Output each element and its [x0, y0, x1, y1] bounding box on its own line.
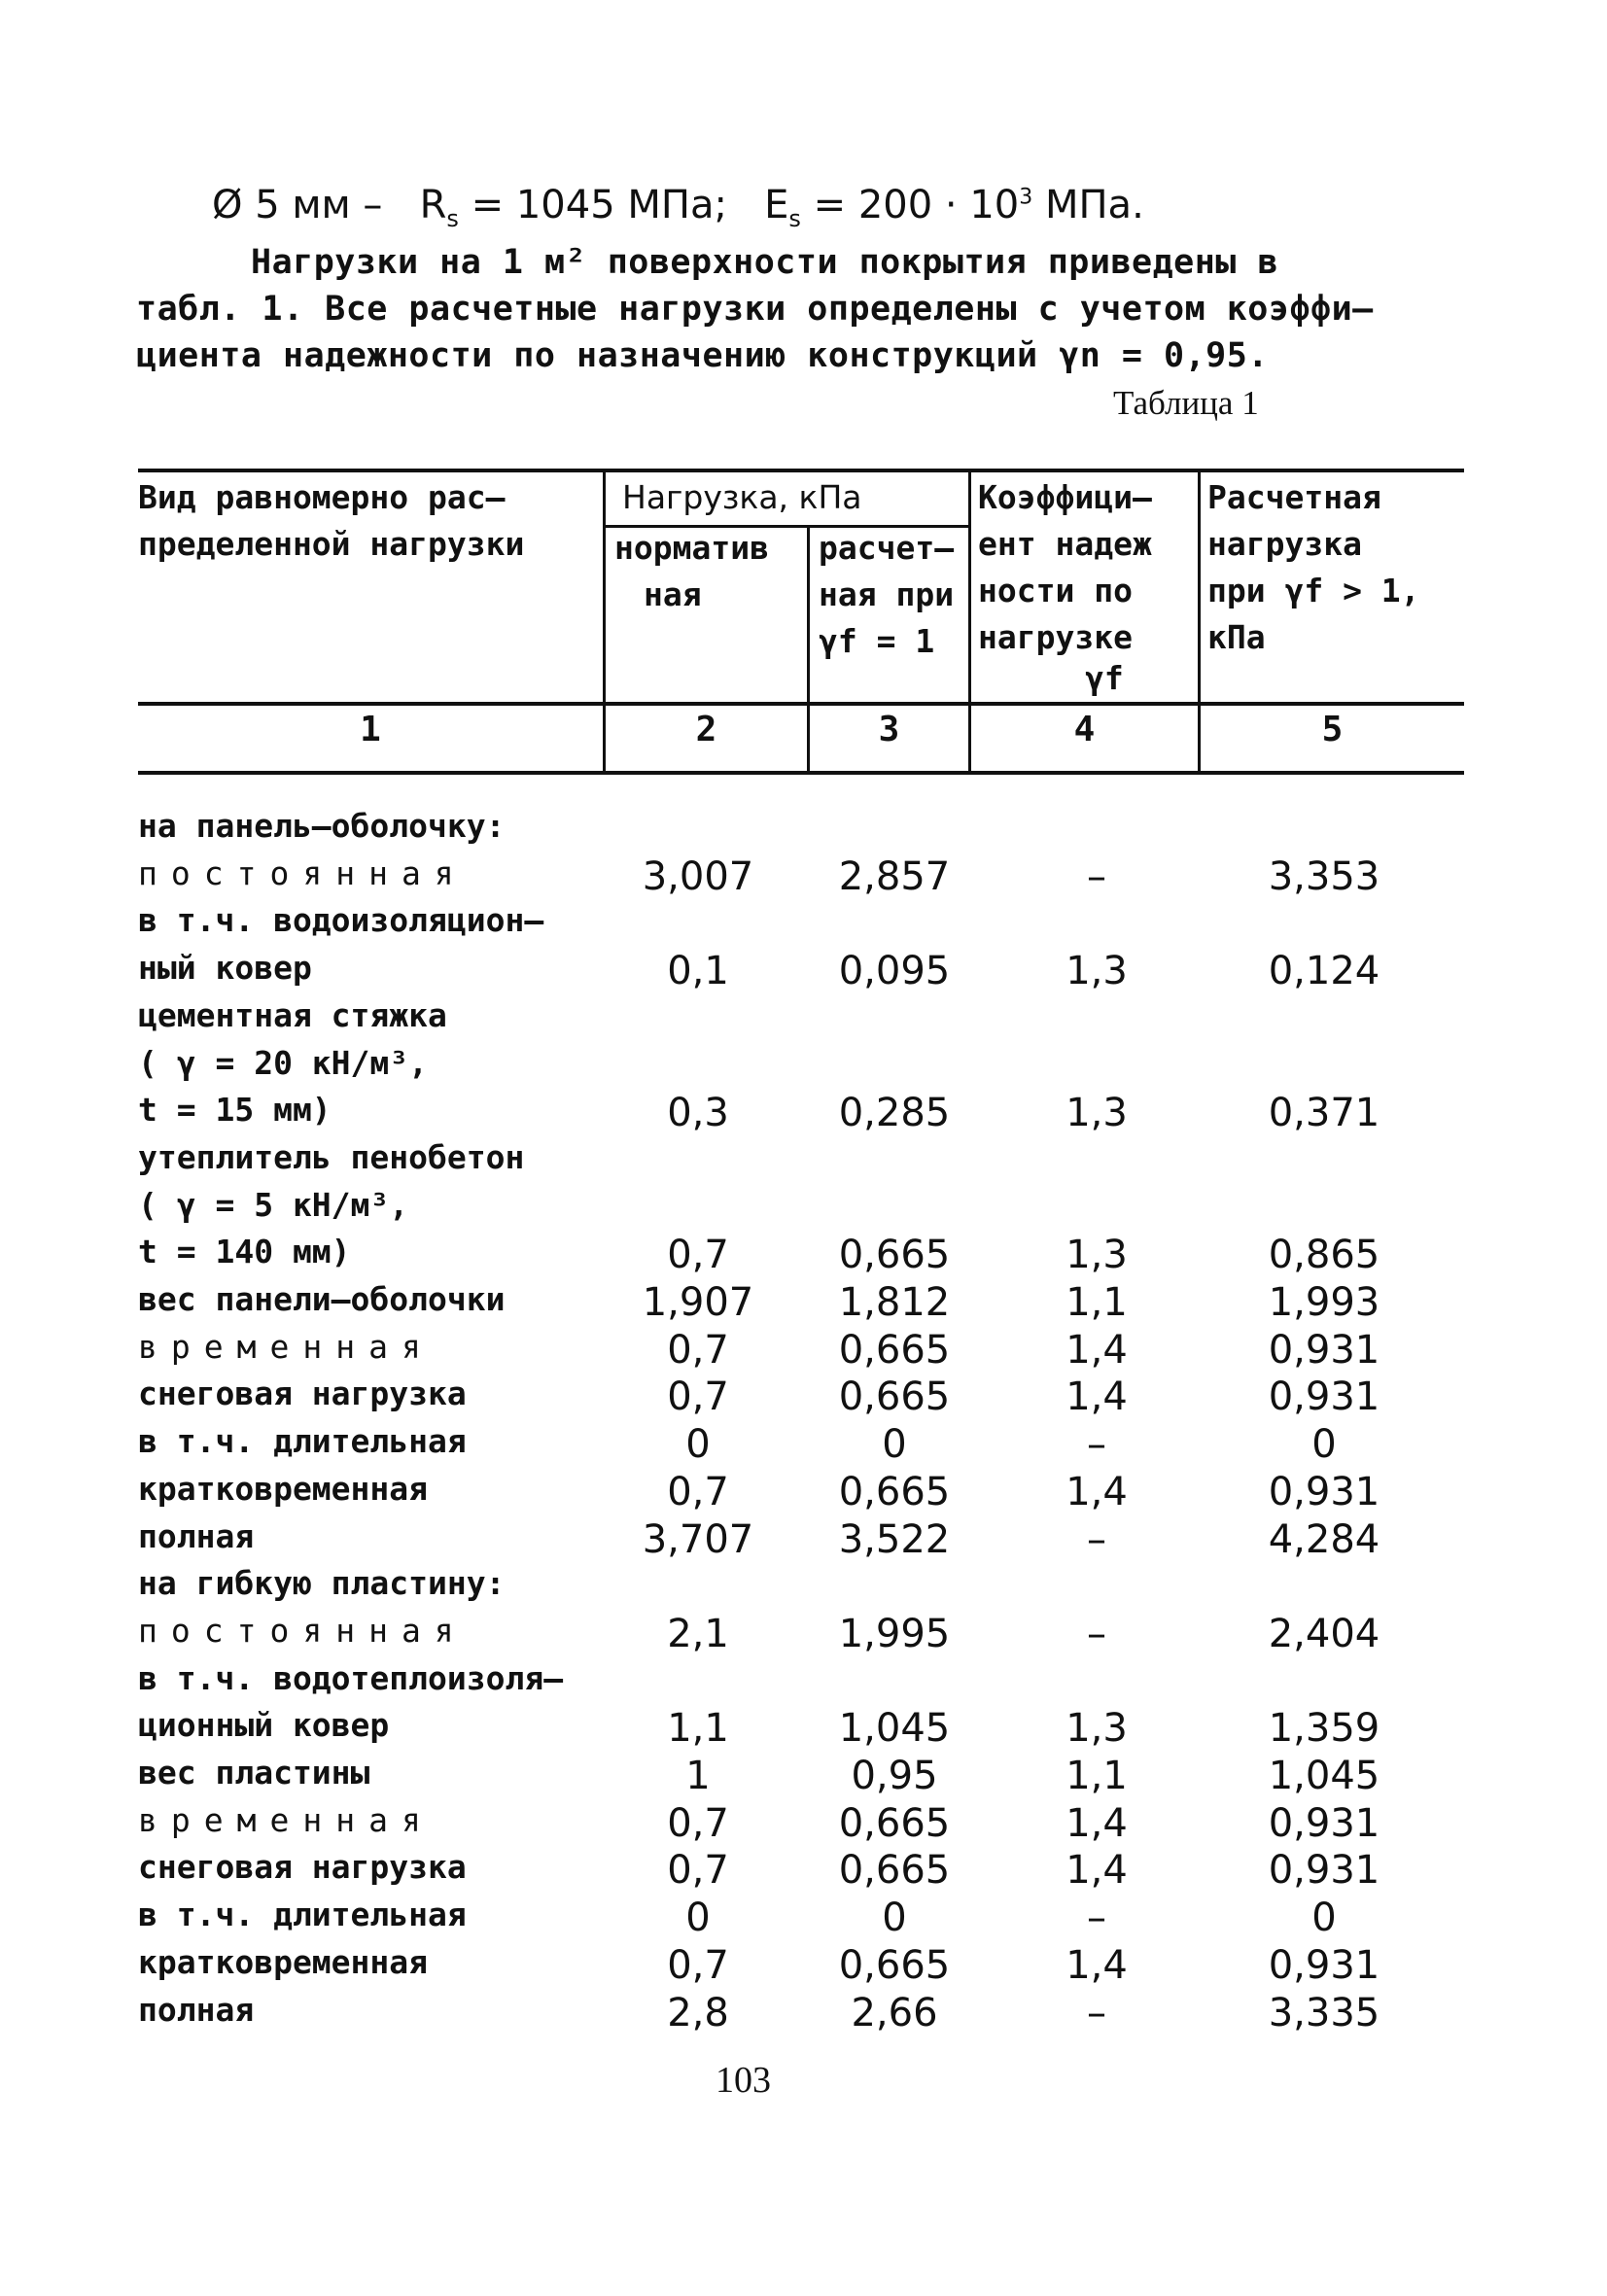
table-row: [0, 1517, 1607, 1564]
header-col5-line3: при γf > 1,: [1207, 572, 1420, 609]
col-number-4: 4: [1073, 710, 1096, 749]
material-formula: [212, 183, 1144, 232]
row-label: постоянная: [138, 853, 468, 892]
cell-c2: 0,7: [667, 1374, 729, 1420]
header-load-group: Нагрузка, кПа: [622, 478, 862, 516]
col-number-3: 3: [878, 710, 900, 749]
col-number-2: 2: [695, 710, 717, 749]
table-row: [0, 1044, 1607, 1091]
table-row: [0, 1564, 1607, 1611]
cell-c5: 3,353: [1268, 853, 1380, 899]
cell-c2: 0,7: [667, 1800, 729, 1846]
page-number: 103: [716, 2060, 771, 2101]
cell-c2: 2,1: [667, 1611, 729, 1656]
table-row: [0, 1991, 1607, 2037]
row-label: ционный ковер: [138, 1706, 390, 1745]
table-row: [0, 1280, 1607, 1327]
cell-c5: 0,371: [1268, 1091, 1380, 1136]
header-col1-line2: пределенной нагрузки: [138, 525, 525, 563]
cell-c4: 1,4: [1066, 1327, 1128, 1373]
header-col4-line5: γf: [1085, 659, 1124, 697]
table-row: [0, 1659, 1607, 1706]
row-label: цементная стяжка: [138, 995, 447, 1034]
paragraph-line-3: циента надежности по назначению конструкций γn = 0,95.: [136, 336, 1269, 375]
column-numbers-rule: [138, 771, 1464, 775]
cell-c3: 0,665: [838, 1233, 951, 1278]
row-label: постоянная: [138, 1611, 468, 1650]
header-col5-line2: нагрузка: [1207, 525, 1362, 563]
cell-c5: 0,931: [1268, 1800, 1380, 1846]
col-number-1: 1: [360, 710, 381, 749]
table-row: [0, 1612, 1607, 1658]
diameter-text: Ø 5 мм –: [212, 183, 383, 227]
cell-c3: 2,66: [851, 1990, 938, 2035]
cell-c3: 0,665: [838, 1327, 951, 1373]
cell-c5: 1,993: [1268, 1280, 1380, 1325]
cell-c3: 0,665: [838, 1800, 951, 1846]
table-row: [0, 901, 1607, 948]
cell-c3: 0,665: [838, 1469, 951, 1514]
header-col2: [614, 525, 769, 618]
cell-c5: 0,931: [1268, 1327, 1380, 1373]
table-row: [0, 1848, 1607, 1895]
cell-c5: 3,335: [1268, 1990, 1380, 2035]
cell-c5: 1,045: [1268, 1754, 1380, 1798]
header-col4: [978, 474, 1152, 696]
paragraph-line-1: Нагрузки на 1 м² поверхности покрытия приведены в: [251, 243, 1279, 282]
cell-c4: 1,3: [1066, 1091, 1128, 1136]
cell-c5: 1,359: [1268, 1706, 1380, 1752]
header-col1-line1: Вид равномерно рас–: [138, 478, 506, 516]
es-unit: МПа.: [1044, 183, 1144, 227]
cell-c2: 0,7: [667, 1469, 729, 1514]
cell-c4: 1,1: [1066, 1754, 1128, 1798]
row-label: ( γ = 20 кН/м³,: [138, 1043, 429, 1082]
table-row: [0, 1233, 1607, 1279]
table-row: [0, 1138, 1607, 1185]
table-top-rule: [138, 469, 1464, 472]
cell-c2: 3,707: [642, 1516, 754, 1562]
cell-c2: 0,1: [667, 949, 729, 994]
row-label: временная: [138, 1327, 435, 1366]
cell-c4: 1,4: [1066, 1469, 1128, 1514]
cell-c5: 0,931: [1268, 1374, 1380, 1420]
header-col2-line1: норматив: [614, 529, 769, 567]
col-number-5: 5: [1321, 710, 1344, 749]
row-label: утеплитель пенобетон: [138, 1137, 525, 1176]
table-row: [0, 1754, 1607, 1800]
header-col5: [1207, 474, 1420, 661]
table-row: [0, 854, 1607, 901]
cell-c5: 4,284: [1268, 1516, 1380, 1562]
cell-c5: 0,124: [1268, 949, 1380, 994]
rs-symbol: R: [419, 183, 447, 227]
cell-c3: 0,95: [851, 1754, 938, 1798]
cell-c3: 3,522: [838, 1516, 951, 1562]
row-label: снеговая нагрузка: [138, 1848, 467, 1887]
cell-c3: 1,995: [838, 1611, 951, 1656]
cell-c3: 2,857: [838, 853, 951, 899]
cell-c4: 1,3: [1066, 1233, 1128, 1278]
cell-c5: 0: [1311, 1896, 1337, 1941]
row-label: на гибкую пластину:: [138, 1564, 506, 1603]
es-subscript: s: [788, 205, 801, 232]
table-row: [0, 1706, 1607, 1753]
cell-c4: –: [1087, 1611, 1106, 1656]
row-label: кратковременная: [138, 1469, 429, 1508]
es-value: = 200 · 10: [813, 183, 1020, 227]
cell-c3: 1,812: [838, 1280, 951, 1325]
cell-c4: –: [1087, 1990, 1106, 2035]
cell-c2: 3,007: [642, 853, 754, 899]
row-label: ( γ = 5 кН/м³,: [138, 1185, 409, 1224]
cell-c4: –: [1087, 853, 1106, 899]
row-label: временная: [138, 1800, 435, 1839]
cell-c2: 0: [685, 1422, 711, 1468]
table-row: [0, 1943, 1607, 1990]
header-col3-line1: расчет–: [819, 529, 955, 567]
cell-c4: 1,1: [1066, 1280, 1128, 1325]
table-row: [0, 1422, 1607, 1469]
rs-subscript: s: [446, 205, 459, 232]
header-col4-line4: нагрузке: [978, 618, 1133, 656]
row-label: вес панели–оболочки: [138, 1280, 506, 1318]
cell-c5: 0,931: [1268, 1848, 1380, 1894]
row-label: t = 15 мм): [138, 1091, 332, 1130]
rs-value: = 1045 МПа;: [471, 183, 727, 227]
row-label: кратковременная: [138, 1942, 429, 1981]
es-symbol: E: [764, 183, 789, 227]
cell-c3: 0,285: [838, 1091, 951, 1136]
cell-c2: 0,7: [667, 1942, 729, 1988]
table-row: [0, 1470, 1607, 1516]
header-col1: [138, 474, 524, 568]
cell-c2: 1: [685, 1754, 711, 1798]
cell-c5: 2,404: [1268, 1611, 1380, 1656]
row-label: в т.ч. водоизоляцион–: [138, 901, 544, 940]
row-label: ный ковер: [138, 949, 312, 988]
cell-c2: 2,8: [667, 1990, 729, 2035]
table-row: [0, 1091, 1607, 1137]
table-row: [0, 949, 1607, 995]
table-row: [0, 1896, 1607, 1942]
header-col5-line1: Расчетная: [1207, 478, 1381, 516]
cell-c2: 0,7: [667, 1233, 729, 1278]
cell-c3: 0,665: [838, 1374, 951, 1420]
header-col5-line4: кПа: [1207, 618, 1266, 656]
row-label: полная: [138, 1516, 255, 1555]
table-row: [0, 1186, 1607, 1233]
header-col2-line2: ная: [644, 575, 702, 613]
header-col4-line1: Коэффици–: [978, 478, 1152, 516]
header-col3: [819, 525, 954, 665]
cell-c2: 1,1: [667, 1706, 729, 1752]
cell-c3: 0: [882, 1896, 907, 1941]
cell-c4: –: [1087, 1896, 1106, 1941]
header-col4-line2: ент надеж: [978, 525, 1152, 563]
cell-c5: 0: [1311, 1422, 1337, 1468]
table-caption: Таблица 1: [1113, 384, 1259, 422]
cell-c3: 1,045: [838, 1706, 951, 1752]
table-row: [0, 1328, 1607, 1374]
cell-c2: 0: [685, 1896, 711, 1941]
header-col3-line3: γf = 1: [819, 622, 935, 660]
row-label: в т.ч. водотеплоизоля–: [138, 1658, 564, 1697]
header-col3-line2: ная при: [819, 575, 955, 613]
cell-c4: 1,3: [1066, 949, 1128, 994]
row-label: вес пластины: [138, 1754, 370, 1792]
cell-c2: 0,3: [667, 1091, 729, 1136]
cell-c4: 1,4: [1066, 1848, 1128, 1894]
row-label: снеговая нагрузка: [138, 1374, 467, 1413]
cell-c4: 1,4: [1066, 1800, 1128, 1846]
cell-c3: 0,095: [838, 949, 951, 994]
table-row: [0, 996, 1607, 1043]
cell-c4: –: [1087, 1516, 1106, 1562]
row-label: в т.ч. длительная: [138, 1422, 467, 1461]
row-label: на панель–оболочку:: [138, 807, 506, 845]
cell-c5: 0,931: [1268, 1469, 1380, 1514]
cell-c5: 0,931: [1268, 1942, 1380, 1988]
row-label: в т.ч. длительная: [138, 1896, 467, 1934]
row-label: полная: [138, 1990, 255, 2029]
cell-c2: 0,7: [667, 1327, 729, 1373]
cell-c4: 1,3: [1066, 1706, 1128, 1752]
cell-c2: 0,7: [667, 1848, 729, 1894]
cell-c5: 0,865: [1268, 1233, 1380, 1278]
cell-c2: 1,907: [642, 1280, 754, 1325]
cell-c3: 0: [882, 1422, 907, 1468]
cell-c4: –: [1087, 1422, 1106, 1468]
table-row: [0, 807, 1607, 853]
cell-c4: 1,4: [1066, 1942, 1128, 1988]
table-row: [0, 1374, 1607, 1421]
paragraph-line-2: табл. 1. Все расчетные нагрузки определены с учетом коэффи–: [136, 290, 1374, 329]
cell-c4: 1,4: [1066, 1374, 1128, 1420]
header-bottom-rule: [138, 702, 1464, 706]
header-col4-line3: ности по: [978, 572, 1133, 609]
cell-c3: 0,665: [838, 1942, 951, 1988]
row-label: t = 140 мм): [138, 1233, 351, 1271]
es-exponent: 3: [1019, 185, 1033, 210]
cell-c3: 0,665: [838, 1848, 951, 1894]
table-row: [0, 1801, 1607, 1848]
